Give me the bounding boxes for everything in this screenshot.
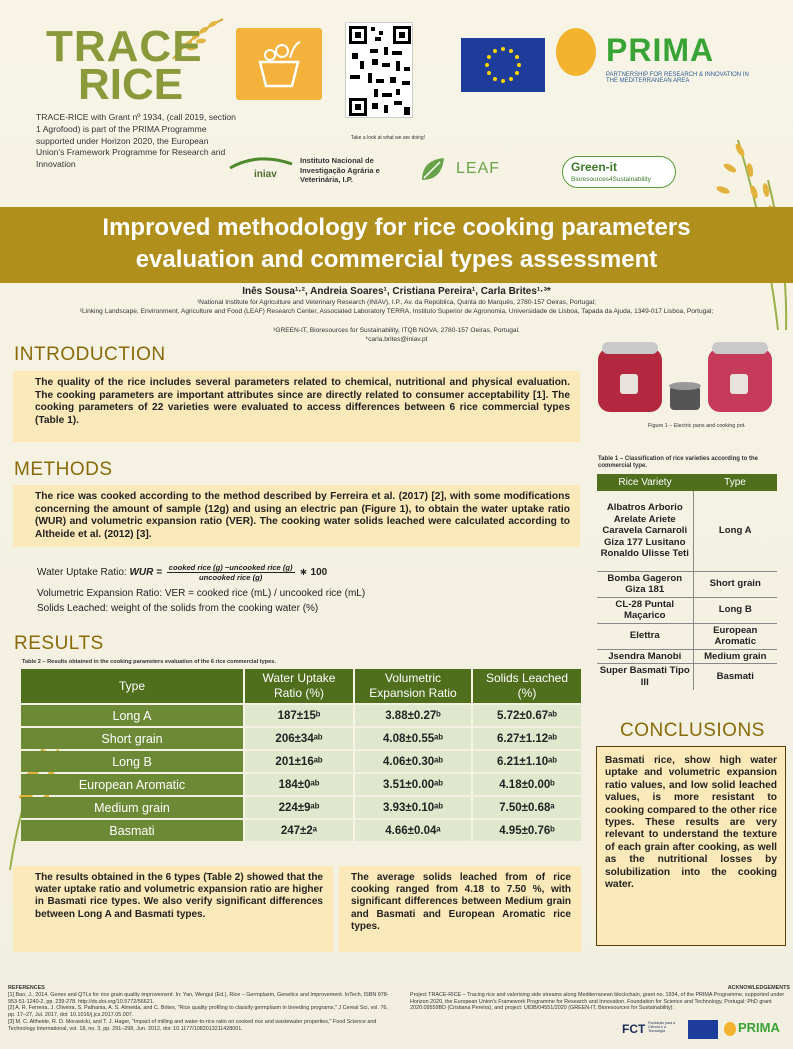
ver-formula: Volumetric Expansion Ratio: VER = cooked rice (mL) / uncooked rice (mL) [37,588,366,599]
table-1-header-type: Type [693,474,777,491]
results-heading: RESULTS [14,633,104,654]
prima-name: PRIMA [606,32,715,68]
table-2-cell: 4.95±0.76ᵇ [473,820,581,841]
title-line-2: evaluation and commercial types assessment [135,246,658,273]
table-1-cell: CL-28 Puntal Maçarico [597,597,693,623]
introduction-heading: INTRODUCTION [14,344,166,365]
leaf-text: LEAF [456,160,501,177]
affiliation-2: ²Linking Landscape, Environment, Agriculture and Food (LEAF) Research Center, Associated Laboratory TERRA, Instituto Superior de Agronomia, Universidade de Lisboa, Tapada da Ajuda, 1349-017 Lisboa, Portugal; [79,308,714,315]
table-2-cell: 224±9ᵃᵇ [245,797,355,818]
table-2-header-ver: Volumetric Expansion Ratio [355,669,473,703]
table-row [597,649,777,664]
wur-label: Water Uptake Ratio: [37,567,127,579]
table-2-cell: 6.27±1.12ᵃᵇ [473,728,581,749]
qr-code[interactable] [345,22,413,118]
table-1-header-variety: Rice Variety [597,474,693,491]
prima-logo [556,28,756,98]
table-2-cell: 4.18±0.00ᵇ [473,774,581,795]
table-row [597,597,777,623]
table-2-caption: Table 2 – Results obtained in the cooking parameters evaluation of the 6 rice commercial types. [22,659,276,665]
table-row [21,705,581,726]
table-row [597,623,777,649]
affiliation-1: ¹National Institute for Agriculture and Veterinary Research (INIAV), I.P., Av. da República, Quinta do Marquês, 2780-157 Oeiras, Portugal; [196,299,596,306]
table-1-cell: Long A [693,491,777,571]
table-1-cell: Medium grain [693,649,777,664]
table-2-cell: 4.06±0.30ᵃᵇ [355,751,473,772]
prima-small-logo: PRIMA [738,1020,780,1035]
table-row [21,774,581,795]
table-2-cell: 3.88±0.27ᵇ [355,705,473,726]
wur-denominator: uncooked rice (g) [199,573,263,582]
conclusions-heading: CONCLUSIONS [620,720,765,741]
greenit-name: Green-it [571,160,618,174]
table-1-cell: Short grain [693,571,777,597]
food-basket-icon [236,28,322,100]
iniav-mark-text: iniav [254,169,277,178]
title-line-1: Improved methodology for rice cooking parameters [102,214,691,241]
references [8,985,393,1033]
greenit-logo [562,156,676,188]
leaf-icon [418,154,448,184]
table-1-cell: Albatros Arborio Arelate Ariete Caravela Carnaroli Giza 177 Lusitano Ronaldo Ulisse Teti [597,491,693,571]
table-2-cell: 3.51±0.00ᵃᵇ [355,774,473,795]
results-text-left: The results obtained in the 6 types (Table 2) showed that the water uptake ratio and volumetric expansion ratio are higher in Basmati rice types. We also verify significant differences between Long A and Basmati types. [13,866,333,952]
table-2-cell-type: European Aromatic [21,774,245,795]
table-2-cell: 187±15ᵇ [245,705,355,726]
table-2-header-wur: Water Uptake Ratio (%) [245,669,355,703]
table-2-cell-type: Long A [21,705,245,726]
eu-flag-icon [461,38,545,92]
table-2-cell: 201±16ᵃᵇ [245,751,355,772]
table-2-cell: 206±34ᵃᵇ [245,728,355,749]
table-row [21,728,581,749]
table-2-cell: 247±2ᵃ [245,820,355,841]
table-2-cell-type: Long B [21,751,245,772]
prima-lightbulb-small-icon [724,1022,736,1036]
table-2-cell: 5.72±0.67ᵃᵇ [473,705,581,726]
greenit-subtitle: Bioresources4Sustainability [571,176,651,183]
reference-item: [1] Bao, J., 2014. Genes and QTLs for rice grain quality improvement. In: Yan, Wengui (Ed.), Rice – Germplasm, Genetics and Improvement. InTech, ISBN 978-953-51-1240-2, pp. 239-278. http://dx.doi.org/10.5772/56621. [8,991,389,1005]
table-row [21,751,581,772]
methods-text: The rice was cooked according to the method described by Ferreira et al. (2017) [2], with some modifications concerning the amount of sample (12g) and using an electric pan (Figure 1), to obtain the water uptake ratio (WUR) and volumetric expansion ratio (VER). The cooking water solids leached were calculated according to Altheide et al. (2012) [3]. [13,485,580,547]
acknowledgements-heading: ACKNOWLEDGEMENTS [727,985,790,991]
table-1-cell: Long B [693,597,777,623]
results-text-right: The average solids leached from of rice cooking ranged from 4.18 to 7.50 %, with significant differences between Medium grain and Basmati and European Aromatic rice types. [339,866,581,952]
table-2-header-sl: Solids Leached (%) [473,669,581,703]
table-1 [597,474,777,690]
table-2 [21,667,581,843]
logo-rice-text: RICE [78,60,184,109]
figure-1-caption: Figure 1 – Electric pans and cooking pot. [648,423,746,429]
poster-title [0,212,793,276]
prima-subtitle: PARTNERSHIP FOR RESEARCH & INNOVATION IN THE MEDITERRANEAN AREA [606,72,749,84]
table-1-cell: Jsendra Manobi [597,649,693,664]
fct-logo: FCT [622,1022,646,1036]
table-2-cell-type: Medium grain [21,797,245,818]
affiliation-3: ³GREEN-IT, Bioresources for Sustainability, ITQB NOVA, 2780-157 Oeiras, Portugal. [273,327,520,334]
table-2-cell: 4.66±0.04ᵃ [355,820,473,841]
conclusions-text: Basmati rice, show high water uptake and volumetric expansion ratio values, and low solid leached values, is more resistant to cooking compared to the other rice types. These results are very relevant to understand the texture of each grain after cooking, as well as the nutritional losses by solubilization into the cooking water. [596,746,786,946]
wur-numerator: cooked rice (g) −uncooked rice (g) [168,563,293,572]
table-1-cell: Bomba Gageron Giza 181 [597,571,693,597]
table-2-cell-type: Basmati [21,820,245,841]
qr-caption: Take a look at what we are doing! [350,135,426,141]
table-2-header-type: Type [21,669,245,703]
fct-subtitle: Fundação para a Ciência e a Tecnologia [648,1021,676,1034]
table-1-cell: Basmati [716,671,754,682]
table-row [597,571,777,597]
methods-heading: METHODS [14,459,113,480]
introduction-text: The quality of the rice includes several parameters related to chemical, nutritional and physical evaluation. The cooking parameters are important attributes since are directly related to consumer acceptability [1]. The cooking parameters of 22 varieties were evaluated to access differences between 6 rice commercial types (Table 1). [13,371,580,442]
eu-flag-small-icon [688,1020,718,1039]
wur-lhs: WUR = [129,567,162,579]
iniav-logo [228,146,398,186]
table-1-cell: Elettra [597,623,693,649]
table-1-cell: European Aromatic [693,623,777,649]
table-2-cell: 184±0ᵃᵇ [245,774,355,795]
iniav-mark-icon [228,154,294,178]
table-row [21,820,581,841]
table-row [597,664,777,690]
grant-text: TRACE-RICE with Grant nº 1934, (call 2019, section 1 Agrofood) is part of the PRIMA Programme supported under Horizon 2020, the European Union's Framework Programme for Research and Innovation [36,112,236,170]
table-2-cell-type: Short grain [21,728,245,749]
leaf-logo [416,152,542,188]
table-2-cell: 4.08±0.55ᵃᵇ [355,728,473,749]
funder-logos [620,1018,790,1040]
iniav-text: Instituto Nacional de Investigação Agrária e Veterinária, I.P. [300,156,380,184]
lightbulb-icon [556,28,596,76]
solids-leached-definition: Solids Leached: weight of the solids from the cooking water (%) [37,603,319,614]
acknowledgements-text: Project TRACE-RICE – Tracing rice and valorising side streams along Mediterranean blockchain, grant no. 1934, of the PRIMA Programme, supported under Horizon 2020, the European Union's Framework Programme for Research and Innovation. Foundation for Science and Technology, Portugal: PhD grant 2020.09559BD (Cristiana Pereira), and project: UIDB/04551/2020 (GREEN-IT, Bioresources for Sustainability). [410,991,785,1012]
reference-item: [2] A. R. Ferreira, J. Oliveira, S. Pathania, A. S. Almeida, and C. Brites, "Rice quality profiling to classify germplasm in breeding programs," J Cereal Sci, vol. 76, pp. 17–27, Jul. 2017, doi: 10.1016/j.jcs.2017.05.007. [8,1005,388,1019]
wur-formula [37,563,327,582]
authors: Inês Sousa¹·², Andreia Soares¹, Cristiana Pereira¹, Carla Brites¹·³* [242,286,551,297]
trace-rice-logo [20,14,230,109]
logo-trace-text: TRACE [46,22,203,71]
table-2-cell: 7.50±0.68ᵃ [473,797,581,818]
table-row [21,797,581,818]
table-1-caption: Table 1 – Classification of rice varieties according to the commercial type. [598,456,758,469]
table-2-cell: 6.21±1.10ᵃᵇ [473,751,581,772]
wur-multiplier: ∗ 100 [299,567,328,579]
table-1-cell: Super Basmati Tipo III [597,664,693,690]
table-row [597,491,777,571]
figure-1-electric-pans [588,338,784,420]
contact-email[interactable]: *carla.brites@iniav.pt [365,336,428,343]
references-heading: REFERENCES [8,985,45,991]
acknowledgements [410,985,790,1012]
reference-item: [3] M. C. Altheide, R. D. Morawicki, and T. J. Hager, "Impact of milling and water-to-rice ratio on cooked rice and wastewater properties," Food Science and Technology International, vol. 18, no. 3, pp. 291–298, Jun. 2012, doi: 10.1177/1082013211428001. [8,1018,377,1032]
table-2-cell: 3.93±0.10ᵃᵇ [355,797,473,818]
